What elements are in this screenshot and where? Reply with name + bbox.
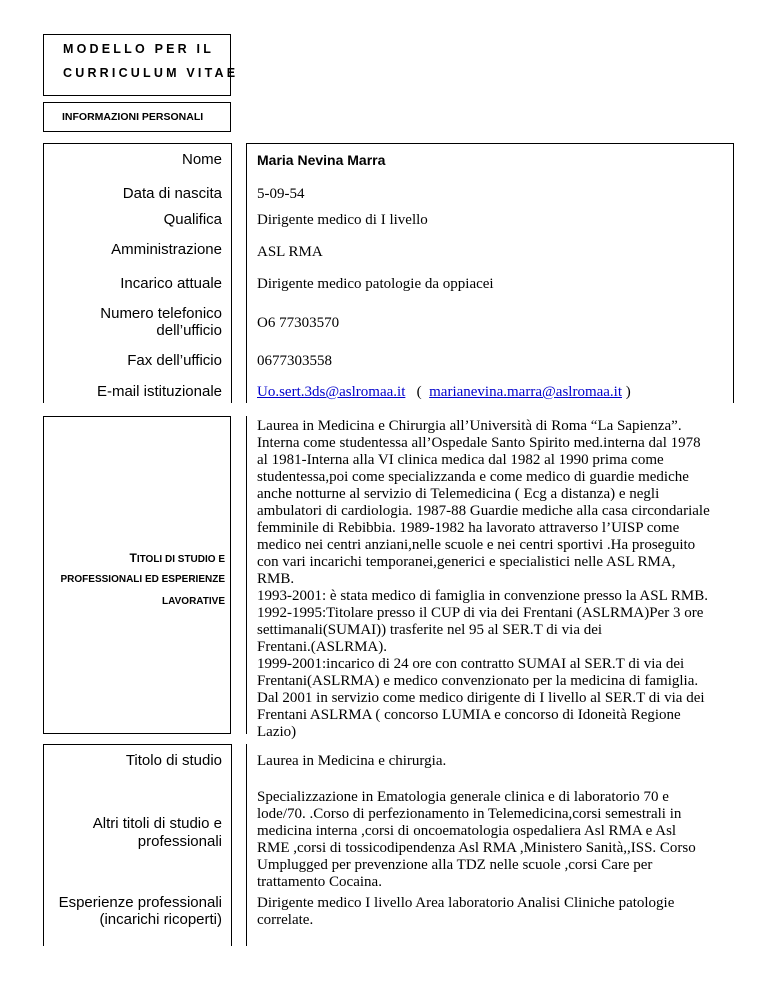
edu-top-border xyxy=(43,744,232,745)
qualification-value: Dirigente medico di I livello xyxy=(257,212,428,228)
edu-label-left-border xyxy=(43,744,44,946)
titles-section-text xyxy=(257,418,737,741)
titles-text-line: Frentani.(ASLRMA). xyxy=(257,639,387,655)
name-label: Nome xyxy=(181,151,222,168)
personal-top-left-border xyxy=(43,143,232,144)
other-titles-line: medicina interna ,corsi di oncoematologia ospedaliera Asl RMA e Asl xyxy=(257,823,677,839)
experience-text xyxy=(257,895,674,929)
other-titles-text xyxy=(257,789,696,891)
experience-line: Dirigente medico I livello Area laboratorio Analisi Cliniche patologie xyxy=(257,895,675,911)
administration-value: ASL RMA xyxy=(257,244,323,260)
titles-text-line: femminile di Rebibbia. 1989-1982 ha lavorato attraverso l’UISP come xyxy=(257,520,680,536)
titles-text-line: Dal 2001 in servizio come medico dirigente di I livello al SER.T di via dei xyxy=(257,690,705,706)
titles-text-line: medico nei centri anziani,nelle scuole e nei centri sportivi .Ha proseguito xyxy=(257,537,696,553)
section-title-box xyxy=(43,102,231,132)
other-titles-line: trattamento Cocaina. xyxy=(257,874,382,890)
experience-label-line-2: (incarichi ricoperti) xyxy=(99,911,222,928)
titles-text-line: Frentani(ASLRMA) e medico convenzionato per la medicina di famiglia. xyxy=(257,673,699,689)
birth-date-label: Data di nascita xyxy=(122,185,222,202)
office-phone-label-line-2: dell’ufficio xyxy=(156,322,222,339)
email-value-row xyxy=(257,384,631,401)
other-titles-label-line-2: professionali xyxy=(137,833,222,850)
titles-text-line: 1999-2001:incarico di 24 ore con contratto SUMAI al SER.T di via dei xyxy=(257,656,685,672)
personal-top-right-border xyxy=(246,143,734,144)
value-column-right-border xyxy=(733,143,734,403)
edu-label-right-border xyxy=(231,744,232,946)
email-primary-link[interactable]: Uo.sert.3ds@aslromaa.it xyxy=(257,384,406,400)
titles-section-label-line-3: LAVORATIVE xyxy=(162,596,225,607)
titles-section-label-line-2: PROFESSIONALI ED ESPERIENZE xyxy=(60,574,225,585)
titles-text-line: studentessa,poi come specializzanda e come medico di guardie mediche xyxy=(257,469,689,485)
titles-section-label-box xyxy=(43,416,231,734)
degree-value: Laurea in Medicina e chirurgia. xyxy=(257,753,447,769)
qualification-label: Qualifica xyxy=(163,211,222,228)
titles-section-label-line-1: TITOLI DI STUDIO E xyxy=(129,551,225,565)
cv-title-box xyxy=(43,34,239,96)
office-phone-value: O6 77303570 xyxy=(257,315,340,331)
titles-text-line: RMB. xyxy=(257,571,295,587)
titles-text-line: Frentani ASLRMA ( concorso LUMIA e concorso di Idoneità Regione xyxy=(257,707,681,723)
other-titles-line: lode/70. .Corso di perfezionamento in Telemedicina,corsi semestrali in xyxy=(257,806,682,822)
administration-label: Amministrazione xyxy=(111,241,222,258)
label-column-left-border xyxy=(43,143,44,403)
cv-title-line-2: CURRICULUM VITAE xyxy=(63,66,239,80)
cv-title-line-1: MODELLO PER IL xyxy=(63,42,215,56)
titles-text-line: anche notturne al servizio di Telemedicina ( Ecg a distanza) e negli xyxy=(257,486,660,502)
email-secondary-link[interactable]: marianevina.marra@aslromaa.it xyxy=(429,384,623,400)
experience-line: correlate. xyxy=(257,912,314,928)
label-column-right-border xyxy=(231,143,232,403)
titles-text-line: ambulatori di cardiologia. 1987-88 Guardie mediche alla casa circondariale xyxy=(257,503,710,519)
email-label: E-mail istituzionale xyxy=(96,383,222,400)
titles-text-line: al 1981-Interna alla VI clinica medica dal 1982 al 1990 prima come xyxy=(257,452,664,468)
titles-text-line: Lazio) xyxy=(257,724,297,740)
other-titles-label-line-1: Altri titoli di studio e xyxy=(92,815,222,832)
section-title: INFORMAZIONI PERSONALI xyxy=(62,111,204,123)
titles-text-line: con vari incarichi temporanei,generici e specialistici nelle ASL RMA, xyxy=(257,554,676,570)
degree-label: Titolo di studio xyxy=(125,752,222,769)
other-titles-line: RME ,corsi di tossicodipendenza Asl RMA ,Ministero Sanità,,ISS. Corso xyxy=(257,840,696,856)
current-role-value: Dirigente medico patologie da oppiacei xyxy=(257,276,494,292)
other-titles-line: Umplugged per prevenzione alla TDZ nelle scuole ,corsi Care per xyxy=(257,857,653,873)
office-fax-label: Fax dell’ufficio xyxy=(127,352,222,369)
current-role-label: Incarico attuale xyxy=(120,275,222,292)
office-fax-value: 0677303558 xyxy=(257,353,332,369)
titles-text-line: 1993-2001: è stata medico di famiglia in convenzione presso la ASL RMB. xyxy=(257,588,709,604)
titles-section-divider xyxy=(246,416,247,734)
office-phone-label-line-1: Numero telefonico xyxy=(100,305,222,322)
email-paren-open: ( xyxy=(405,384,430,400)
titles-text-line: Laurea in Medicina e Chirurgia all’Università di Roma “La Sapienza”. xyxy=(257,418,682,434)
name-value: Maria Nevina Marra xyxy=(257,152,386,168)
titles-text-line: Interna come studentessa all’Ospedale Santo Spirito med.interna dal 1978 xyxy=(257,435,701,451)
experience-label-line-1: Esperienze professionali xyxy=(58,894,222,911)
email-paren-close: ) xyxy=(622,384,631,400)
birth-date-value: 5-09-54 xyxy=(257,186,305,202)
titles-text-line: 1992-1995:Titolare presso il CUP di via dei Frentani (ASLRMA)Per 3 ore xyxy=(257,605,704,621)
other-titles-line: Specializzazione in Ematologia generale clinica e di laboratorio 70 e xyxy=(257,789,669,805)
value-column-left-border xyxy=(246,143,247,403)
titles-text-line: settimanali(SUMAI)) trasferite nel 95 al SER.T di via dei xyxy=(257,622,603,638)
edu-value-left-border xyxy=(246,744,247,946)
